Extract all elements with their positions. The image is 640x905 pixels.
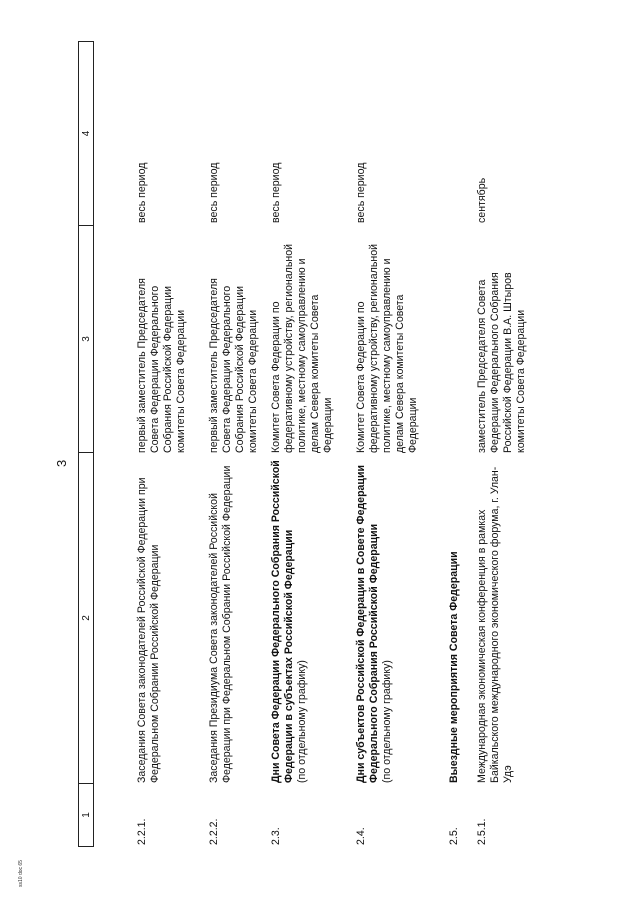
column-header-3: 3: [79, 226, 94, 453]
item-title: Заседания Совета законодателей Российской Федерации при Федеральном Собрании Российской Федерации: [136, 477, 161, 783]
item-title: Дни Совета Федерации Федерального Собрания Российской Федерации в субъектах Российской Федерации: [270, 460, 295, 783]
item-number: 2.4.: [355, 827, 367, 845]
item-period: весь период: [270, 162, 282, 223]
item-responsible: Комитет Совета Федерации по федеративному устройству, региональной политике, местному самоуправлению и делам Севера комитеты Совета Федерации: [355, 243, 419, 453]
item-period: весь период: [355, 162, 367, 223]
item-responsible: первый заместитель Председателя Совета Федерации Федерального Собрания Российской Федерации комитеты Совета Федерации: [136, 278, 187, 453]
item-number: 2.2.2.: [208, 818, 220, 845]
item-number: 2.5.: [448, 827, 460, 845]
item-number: 2.3.: [270, 827, 282, 845]
item-note: (по отдельному графику): [296, 660, 308, 783]
item-title-block: [270, 453, 309, 783]
item-period: сентябрь: [476, 177, 488, 223]
item-period: весь период: [208, 162, 220, 223]
item-responsible: заместитель Председателя Совета Федерации Федерального Собрания Российской Федерации В.А. Штыров комитеты Совета Федерации: [476, 272, 527, 453]
item-responsible: первый заместитель Председателя Совета Федерации Федерального Собрания Российской Федерации комитеты Совета Федерации: [208, 278, 259, 453]
item-responsible: Комитет Совета Федерации по федеративному устройству, региональной политике, местному самоуправлению и делам Севера комитеты Совета Федерации: [270, 243, 334, 453]
column-header-4: 4: [79, 42, 94, 226]
item-title-block: [355, 453, 394, 783]
column-header-1: 1: [79, 784, 94, 847]
item-note: (по отдельному графику): [381, 660, 393, 783]
item-title: Заседания Президиума Совета законодателей Российской Федерации при Федеральном Собрании Российской Федерации: [208, 465, 233, 783]
item-period: весь период: [136, 162, 148, 223]
column-header-2: 2: [79, 453, 94, 784]
item-number: 2.5.1.: [476, 818, 488, 845]
item-title: Дни субъектов Российской Федерации в Совете Федерации Федерального Собрания Российской Федерации: [355, 465, 380, 783]
page-number: 3: [54, 459, 69, 467]
item-number: 2.2.1.: [136, 818, 148, 845]
footer-code: ss10 doc 65: [18, 860, 24, 887]
item-title: Выездные мероприятия Совета Федерации: [448, 551, 460, 783]
column-header-table: [78, 41, 94, 847]
item-title: Международная экономическая конференция в рамках Байкальского международного экономического форума, г. Улан-Удэ: [476, 466, 514, 783]
